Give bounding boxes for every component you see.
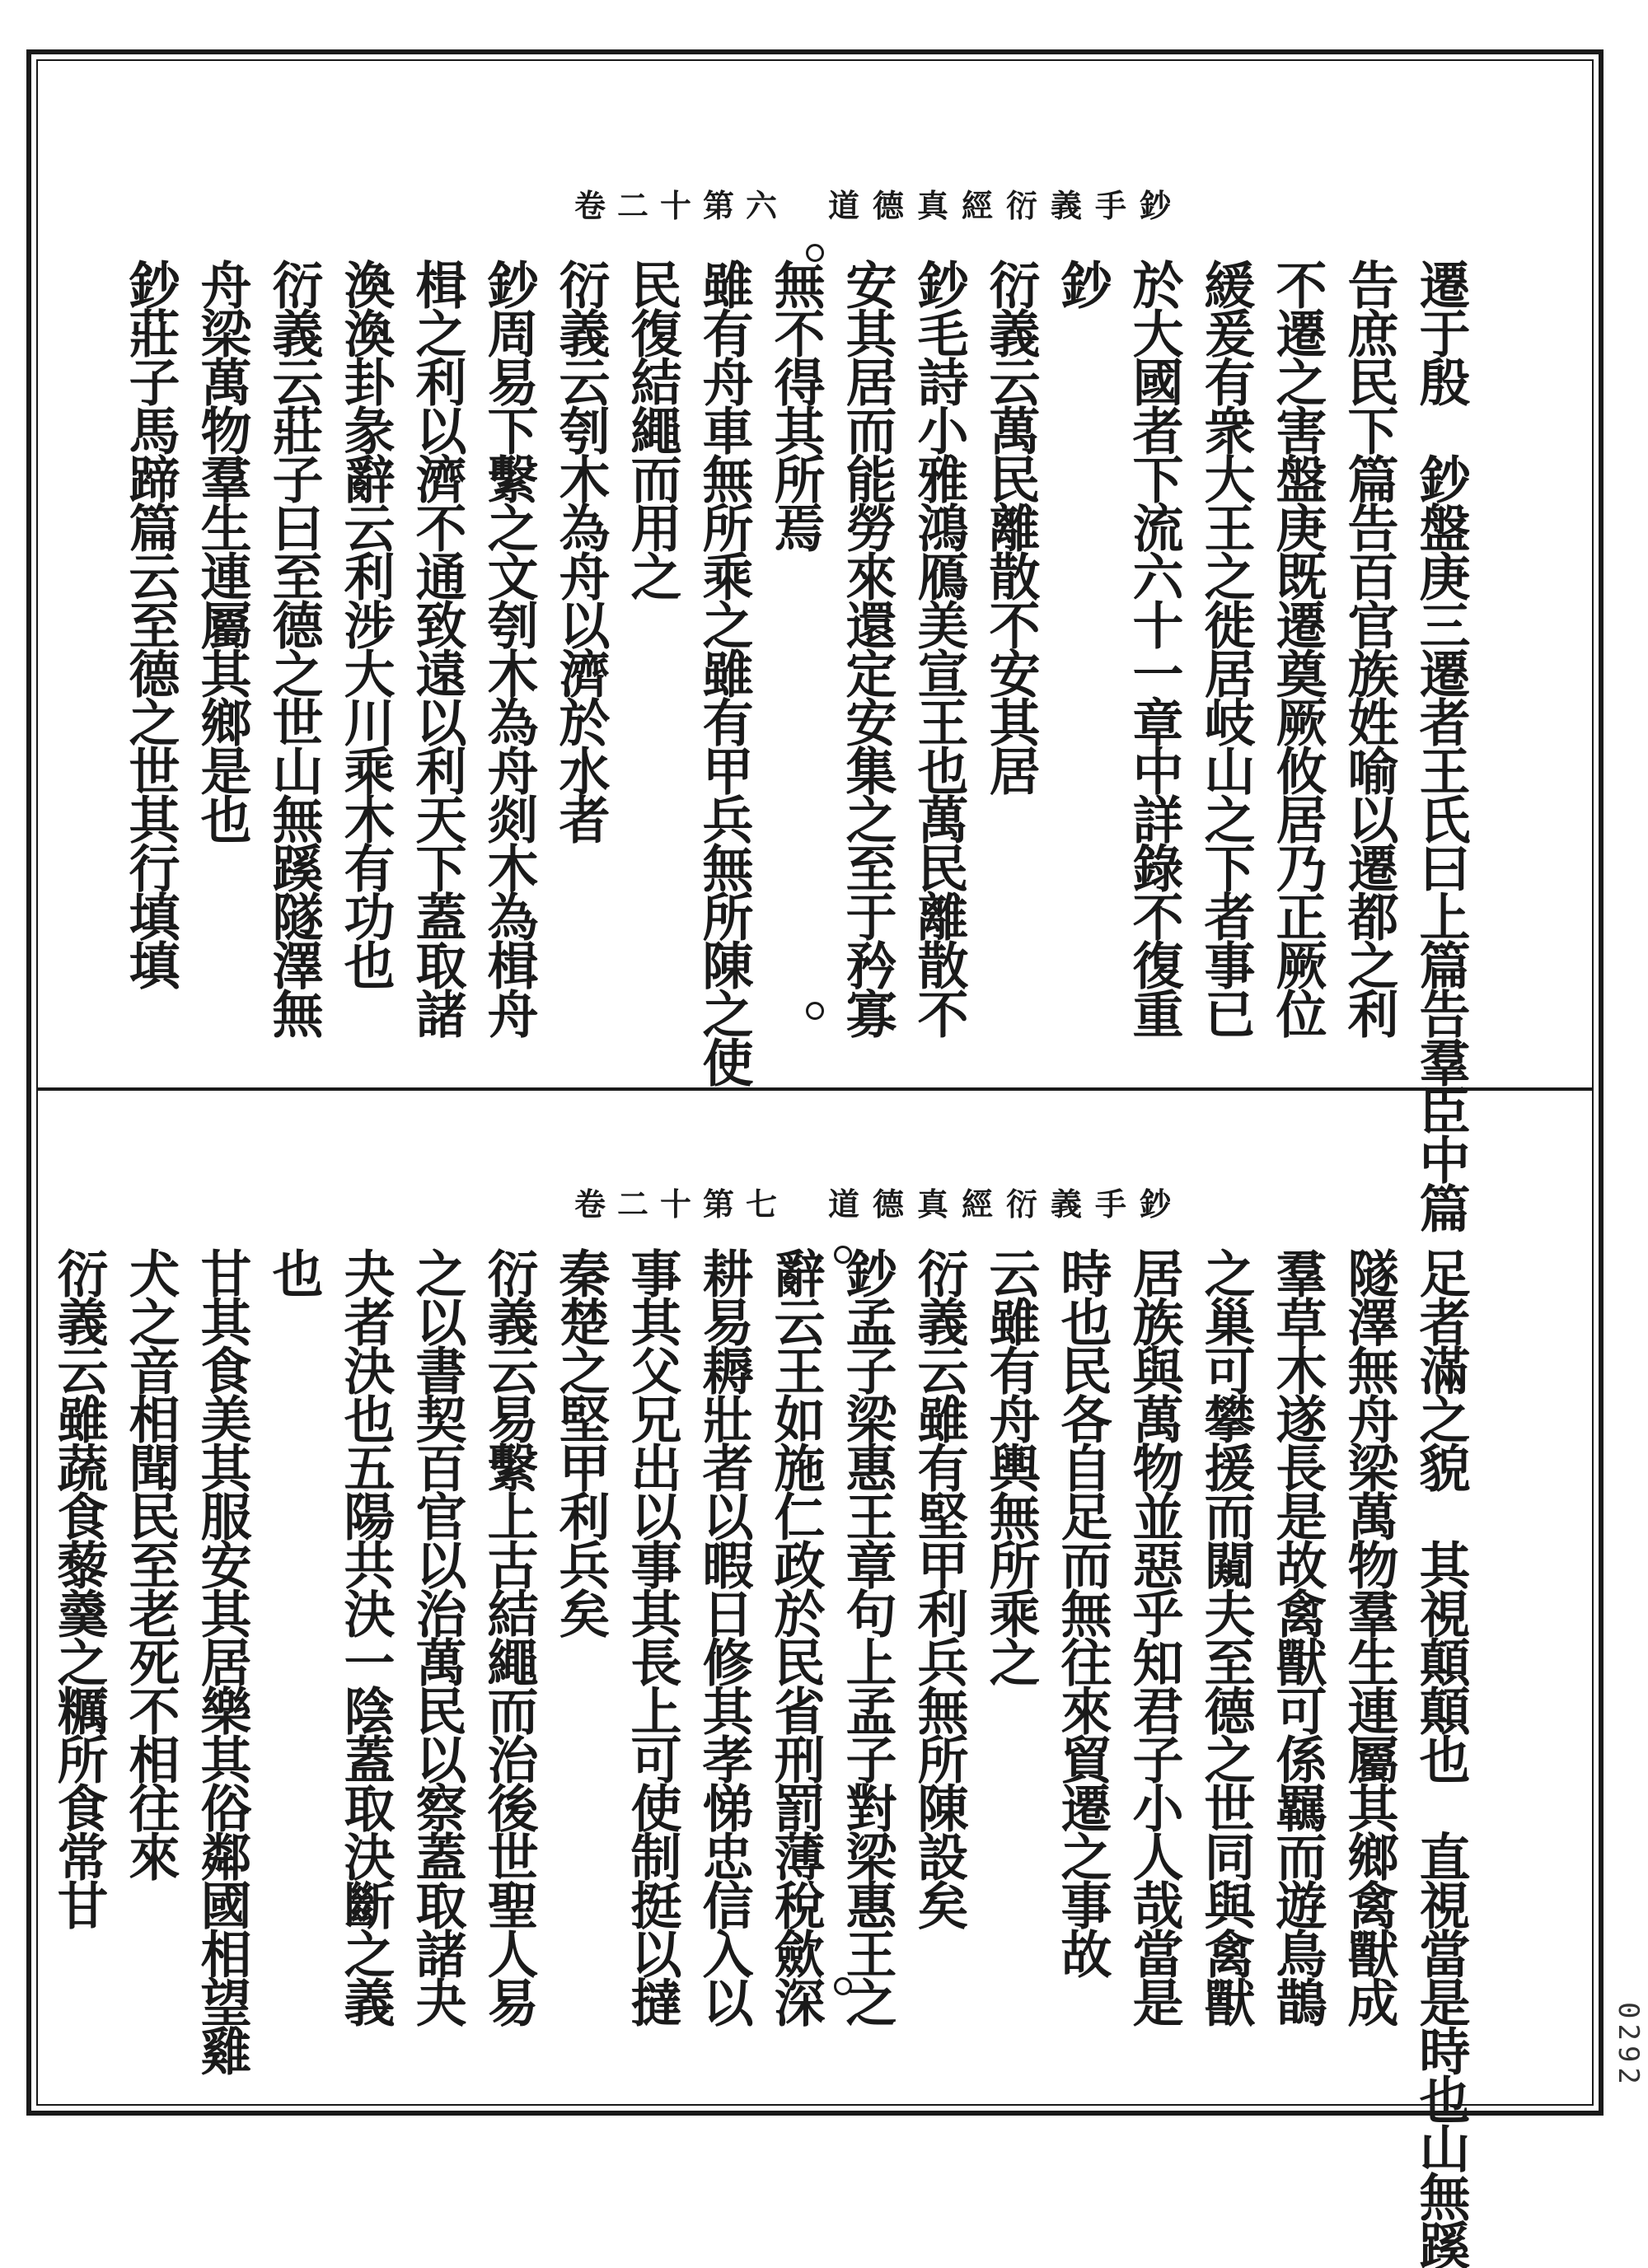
text-column: 楫之利以濟不通致遠以利天下蓋取諸	[407, 259, 467, 1036]
text-column: 足者滿之貌 其視顛顛也 直視當是時也山無蹊	[1411, 1247, 1471, 2268]
text-column: 之巢可攀援而闚夫至德之世同與禽獸	[1196, 1247, 1256, 2025]
text-column: 鈔孟子梁惠王章句上孟子對梁惠王之	[837, 1247, 897, 2025]
text-column: 民復結繩而用之	[622, 259, 682, 599]
text-column: 居族與萬物並惡乎知君子小人哉當是	[1124, 1247, 1184, 2025]
text-column: 衍義云雖蔬食藜羹之糲所食常甘	[49, 1247, 109, 1928]
bottom-header-volume: 卷二十第七	[574, 1185, 789, 1223]
text-column: 鈔莊子馬蹄篇云至德之世其行填填	[120, 259, 180, 988]
text-column: 於大國者下流六十一章中詳錄不復重	[1124, 259, 1184, 1036]
text-column: 舟梁萬物羣生連屬其鄉是也	[192, 259, 252, 842]
text-column: 衍義云萬民離散不安其居	[981, 259, 1041, 793]
text-column: 告庶民下篇告百官族姓喻以遷都之利	[1339, 259, 1399, 1036]
text-column: 鈔毛詩小雅鴻鴈美宣王也萬民離散不	[909, 259, 969, 1036]
text-column: 耕易耨壯者以暇日修其孝悌忠信入以	[694, 1247, 754, 2025]
bottom-page	[38, 1091, 1592, 2268]
text-column: 事其父兄出以事其長上可使制挺以撻	[622, 1247, 682, 2025]
text-column: 也	[264, 1247, 324, 1296]
text-column: 鈔	[1052, 259, 1112, 307]
page-number: 0292	[1612, 2002, 1645, 2089]
text-column: 遷于殷 鈔盤庚三遷者王氏曰上篇告羣臣中篇	[1411, 259, 1471, 1231]
text-column: 衍義云易繫上古結繩而治後世聖人易	[479, 1247, 539, 2025]
text-column: 衍義云莊子曰至德之世山無蹊隧澤無	[264, 259, 324, 1036]
text-column: 隧澤無舟梁萬物羣生連屬其鄉禽獸成	[1339, 1247, 1399, 2025]
text-column: 安其居而能勞來還定安集之至于矜寡	[837, 259, 897, 1036]
text-column: 時也民各自足而無往來貿遷之事故	[1052, 1247, 1112, 1976]
text-column: 無不得其所焉	[765, 259, 826, 550]
bottom-header-title: 道德真經衍義手鈔	[827, 1185, 1184, 1223]
text-column: 夬者決也五陽共決一陰蓋取決斷之義	[335, 1247, 396, 2025]
text-column: 羣草木遂長是故禽獸可係羈而遊鳥鵲	[1267, 1247, 1327, 2025]
text-column: 之以書契百官以治萬民以察蓋取諸夬	[407, 1247, 467, 2025]
text-column: 甘其食美其服安其居樂其俗鄰國相望雞	[192, 1247, 252, 2074]
text-column: 秦楚之堅甲利兵矣	[550, 1247, 611, 1636]
text-column: 雖有舟車無所乘之雖有甲兵無所陳之使	[694, 259, 754, 1085]
bottom-header	[574, 1181, 1184, 1221]
top-header	[574, 183, 1184, 222]
text-column: 緩爰有衆大王之徙居岐山之下者事已	[1196, 259, 1256, 1036]
text-column: 不遷之害盤庚既遷奠厥攸居乃正厥位	[1267, 259, 1327, 1036]
text-column: 衍義云刳木為舟以濟於水者	[550, 259, 611, 842]
text-column: 衍義云雖有堅甲利兵無所陳設矣	[909, 1247, 969, 1928]
text-column: 渙渙卦彖辭云利涉大川乘木有功也	[335, 259, 396, 988]
bottom-body-text	[43, 1247, 1477, 2268]
text-column: 云雖有舟輿無所乘之	[981, 1247, 1041, 1685]
top-header-title: 道德真經衍義手鈔	[827, 186, 1184, 224]
text-column: 辭云王如施仁政於民省刑罰薄稅歛深	[765, 1247, 826, 2025]
top-header-volume: 卷二十第六	[574, 186, 789, 224]
text-column: 犬之音相聞民至老死不相往來	[120, 1247, 180, 1879]
text-column: 鈔周易下繫之文刳木為舟剡木為楫舟	[479, 259, 539, 1036]
